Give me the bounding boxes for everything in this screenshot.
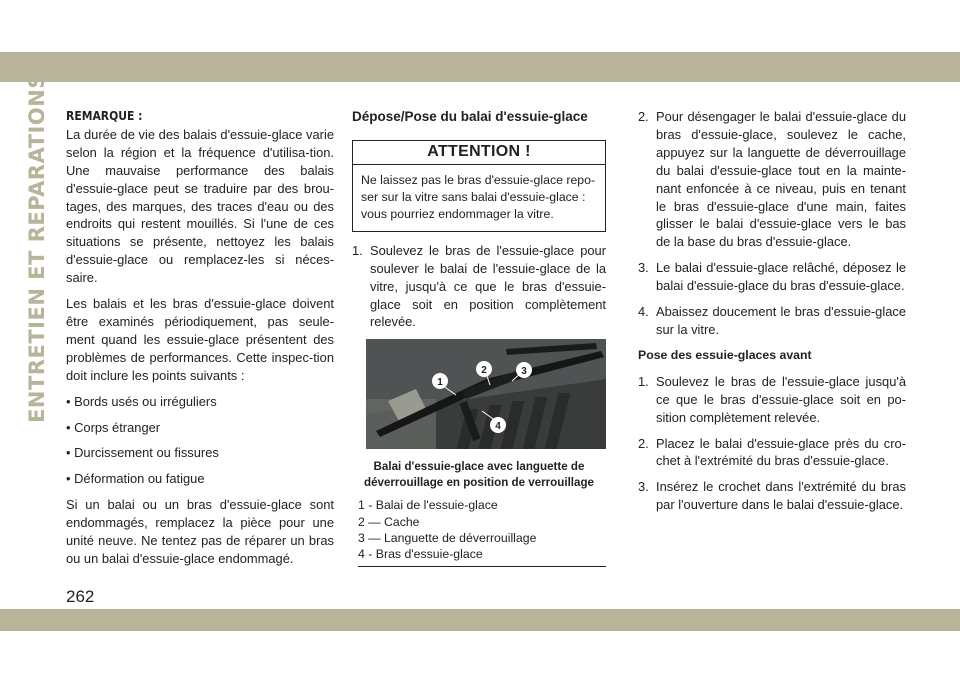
step-item xyxy=(638,303,906,339)
figure-callout: 1 xyxy=(437,377,443,389)
step-number: 3. xyxy=(638,260,649,276)
column-middle xyxy=(352,108,606,567)
step-text: Insérez le crochet dans l'extrémité du bras par l'ouverture dans le balai d'essuie-glace. xyxy=(656,479,906,513)
step-text: Abaissez doucement le bras d'essuie-glace sur la vitre. xyxy=(656,304,906,337)
legend-item: 1 - Balai de l'essuie-glace xyxy=(358,498,498,513)
attention-text: Ne laissez pas le bras d'essuie-glace repo-ser sur la vitre sans balai d'essuie-glace : vous pourriez endommager la vitre. xyxy=(361,172,596,221)
attention-box xyxy=(352,140,606,232)
inspection-paragraph: Les balais et les bras d'essuie-glace doivent être examinés périodiquement, pas seule-ment quand les essuie-glace présentent des problèmes de performances. Cette inspec-tion doit inclure les points suivants : xyxy=(66,296,334,383)
step-number: 1. xyxy=(638,373,649,389)
step-number: 4. xyxy=(638,304,649,320)
step-item xyxy=(638,373,906,427)
step-text: Soulevez le bras de l'essuie-glace pour soulever le balai de l'essuie-glace de la vitre, jusqu'à ce que le bras d'essuie-glace soit en position complètement relevée. xyxy=(370,242,606,330)
attention-title: ATTENTION ! xyxy=(353,141,605,165)
figure-caption: Balai d'essuie-glace avec languette de déverrouillage en position de verrouillage xyxy=(363,460,594,490)
legend-item: 3 — Languette de déverrouillage xyxy=(358,530,537,545)
note-label: REMARQUE : xyxy=(66,109,143,123)
replacement-paragraph: Si un balai ou un bras d'essuie-glace sont endommagés, remplacez la pièce pour une unité neuve. Ne tentez pas de réparer un bras ou un balai d'essuie-glace endommagé. xyxy=(66,497,334,566)
legend-item: 4 - Bras d'essuie-glace xyxy=(358,546,483,561)
step-number: 1. xyxy=(352,242,363,258)
step-item xyxy=(352,242,606,332)
figure-callout: 2 xyxy=(481,365,487,377)
step-item xyxy=(638,435,906,471)
footer-band xyxy=(0,609,960,631)
figure-legend xyxy=(352,497,606,562)
bullet-item: • Déformation ou fatigue xyxy=(66,471,205,487)
step-text: Le balai d'essuie-glace relâché, déposez le balai d'essuie-glace du bras d'essuie-glace. xyxy=(656,260,906,294)
step-number: 2. xyxy=(638,109,649,124)
section-heading: Dépose/Pose du balai d'essuie-glace xyxy=(352,109,588,124)
step-item xyxy=(638,108,906,251)
note-text: La durée de vie des balais d'essuie-glace varie selon la région et la fréquence d'utilisa-tion. Une mauvaise performance des balais d'essuie-glace peut se traduire par des brou-tages, des marques, des traces d'eau ou des endroits qui restent mouillés. Si l'une de ces situations se présente, nettoyez les balais d'essuie-glace ou remplacez-les si néces-saire. xyxy=(66,126,334,286)
bullet-item: • Bords usés ou irréguliers xyxy=(66,393,217,409)
section-title: ENTRETIEN ET REPARATIONS xyxy=(25,73,49,423)
step-text: Placez le balai d'essuie-glace près du cro-chet à l'extrémité du bras d'essuie-glace. xyxy=(656,435,906,469)
step-text: Pour désengager le balai d'essuie-glace du bras d'essuie-glace, soulevez le cache, appuyez sur la languette de déverrouillage du balai d'essuie-glace tout en la mainte-nant enfoncée à ce niveau, puis en tenant le bras d'essuie-glace d'une main, faites glisser le balai d'essuie-glace vers le bas de la base du bras d'essuie-glace. xyxy=(656,109,906,250)
legend-item: 2 — Cache xyxy=(358,514,420,529)
step-item xyxy=(638,478,906,514)
wiper-illustration xyxy=(366,339,606,449)
wiper-photo xyxy=(366,339,606,449)
legend-divider xyxy=(358,566,606,567)
figure-callout: 3 xyxy=(521,366,527,378)
bullet-item: • Corps étranger xyxy=(66,419,161,435)
step-text: Soulevez le bras de l'essuie-glace jusqu'à ce que le bras d'essuie-glace soit en po-sition complètement relevée. xyxy=(656,373,906,425)
step-number: 3. xyxy=(638,479,649,495)
header-band xyxy=(0,52,960,82)
step-number: 2. xyxy=(638,435,649,451)
section-side-tab xyxy=(22,73,52,423)
step-item xyxy=(638,259,906,295)
figure-callout: 4 xyxy=(495,421,501,433)
column-right xyxy=(638,108,906,522)
bullet-item: • Durcissement ou fissures xyxy=(66,445,219,461)
column-left xyxy=(66,108,334,576)
page-number: 262 xyxy=(66,587,95,606)
subsection-heading: Pose des essuie-glaces avant xyxy=(638,347,812,362)
